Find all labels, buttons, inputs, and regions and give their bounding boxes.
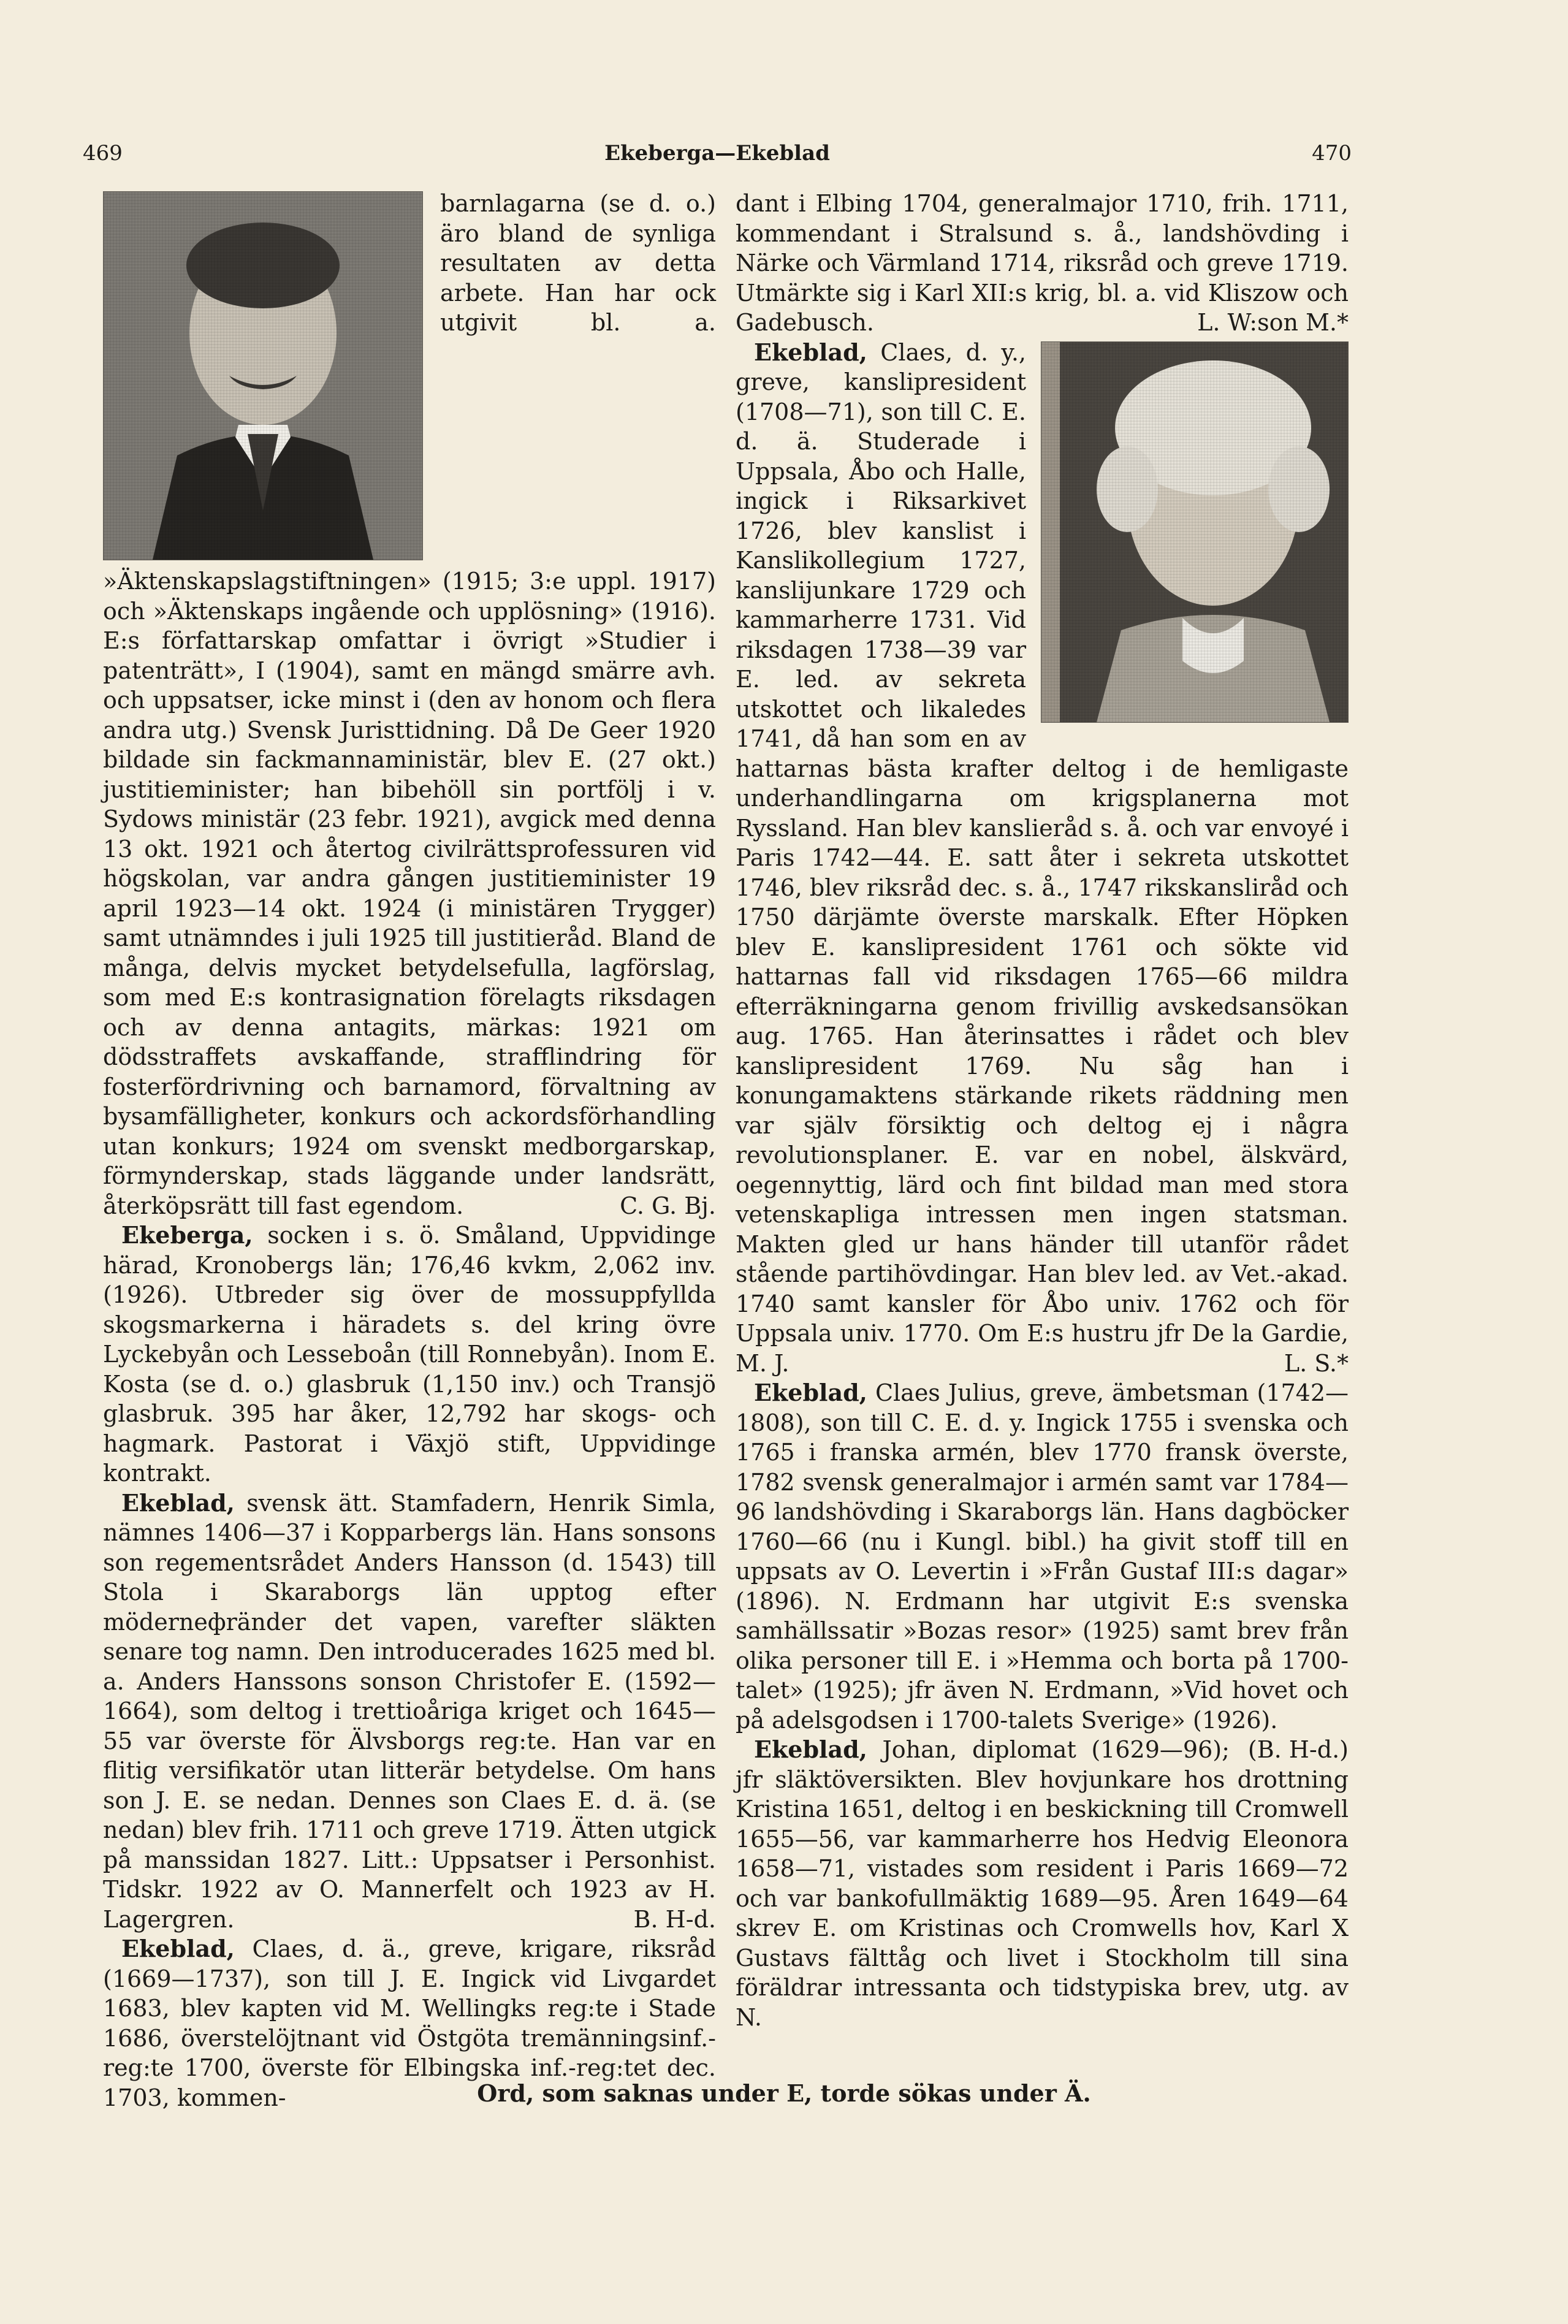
- portrait-photo-eklund: [103, 191, 423, 560]
- headword: Ekeblad,: [754, 1379, 867, 1406]
- signature: L. W:son M.*: [1197, 309, 1349, 336]
- entry-ekeblad-claes-julius: Ekeblad, Claes Julius, greve, ämbetsman (1742—1808), son till C. E. d. y. Ingick 1755 i svenska och 1765 i franska armén, blev 1770 fransk överste, 1782 svensk generalmajor i armén samt var 1784—96 landshövding i Skaraborgs län. Hans dagböcker 1760—66 (nu i Kungl. bibl.) ha givit stoff till en uppsats av O. Levertin i »Från Gustaf III:s dagar» (1896). N. Erdmann har utgivit E:s svenska samhällssatir »Bozas resor» (1925) samt brev från olika personer till E. i »Hemma och borta på 1700-talet» (1925); jfr även N. Erdmann, »Vid hovet och på adelsgodsen i 1700-talets Sverige» (1926). (B. H-d.): [736, 1378, 1349, 1735]
- entry-ekeblad-family: Ekeblad, svensk ätt. Stamfadern, Henrik Simla, nämnes 1406—37 i Kopparbergs län. Hans sonsons son regementsrådet Anders Hansson (d. 1543) till Stola i Skaraborgs län upptog efter möderneфränder det vapen, varefter släkten senare tog namn. Den introducerades 1625 med bl. a. Anders Hanssons sonson Christofer E. (1592—1664), som deltog i trettioåriga kriget och 1645—55 var överste för Älvsborgs reg:te. Han var en flitig versifikatör utan litterär betydelse. Om hans son J. E. se nedan. Dennes son Claes E. d. ä. (se nedan) blev frih. 1711 och greve 1719. Ätten utgick på manssidan 1827. Litt.: Uppsatser i Personhist. Tidskr. 1922 av O. Mannerfelt och 1923 av H. Lagergren. B. H-d.: [103, 1488, 716, 1935]
- headword: Ekeblad,: [121, 1488, 235, 1517]
- paragraph-continuation: barnlagarna (se d. o.) äro bland de synliga resultaten av detta arbete. Han har ock utgivit bl. a. »Äktenskapslagstiftningen» (1915; 3:e uppl. 1917) och »Äktenskaps ingående och upplösning» (1916). E:s författarskap omfattar i övrigt »Studier i patenträtt», I (1904), samt en mängd smärre avh. och uppsatser, icke minst i (den av honom och flera andra utg.) Svensk Juristtidning. Då De Geer 1920 bildade sin fackmannaministär, blev E. (27 okt.) justitieminister; han bibehöll sin portfölj i v. Sydows ministär (23 febr. 1921), avgick med denna 13 okt. 1921 och återtog civilrättsprofessuren vid högskolan, var andra gången justitieminister 19 april 1923—14 okt. 1924 (i ministären Trygger) samt utnämndes i juli 1925 till justitieråd. Bland de många, delvis mycket betydelsefulla, lagförslag, som med E:s kontrasignation förelagts riksdagen och av denna antagits, märkas: 1921 om dödsstraffets avskaffande, strafflindring för fosterfördrivning och barnamord, förvaltning av bysamfälligheter, konkurs och ackordsförhandling utan konkurs; 1924 om svenskt medborgarskap, förmynderskap, stads läggande under landsrätt, återköpsrätt till fast egendom. C. G. Bj.: [103, 189, 716, 1221]
- signature: L. S.*: [1284, 1349, 1349, 1377]
- headword: Ekeblad,: [121, 1935, 235, 1962]
- page-number-right: 470: [1312, 141, 1352, 166]
- page-number-left: 469: [83, 141, 123, 166]
- left-column: [103, 189, 716, 2113]
- entry-ekeberga: Ekeberga, socken i s. ö. Småland, Uppvidinge härad, Kronobergs län; 176,46 kvkm, 2,062 inv. (1926). Utbreder sig över de mossuppfyllda skogsmarkerna i häradets s. del kring övre Lyckebyån och Lesseboån (till Ronnebyån). Inom E. Kosta (se d. o.) glasbruk (1,150 inv.) och Transjö glasbruk. 395 har åker, 12,792 har skogs- och hagmark. Pastorat i Växjö stift, Uppvidinge kontrakt.: [103, 1221, 716, 1487]
- headword: Ekeberga,: [121, 1221, 253, 1249]
- running-title: Ekeberga—Ekeblad: [604, 141, 830, 166]
- portrait-painting-ekeblad: [1041, 341, 1349, 723]
- headword: Ekeblad,: [754, 338, 867, 366]
- headword: Ekeblad,: [754, 1735, 867, 1763]
- footer-note: Ord, som saknas under E, torde sökas under Ä.: [477, 2079, 1091, 2107]
- page-header: [83, 141, 1352, 178]
- entry-ekeblad-claes-da: Ekeblad, Claes, d. ä., greve, krigare, riksråd (1669—1737), son till J. E. Ingick vid Livgardet 1683, blev kapten vid M. Wellingks reg:te i Stade 1686, överstelöjtnant vid Östgöta tremänningsinf.-reg:te 1700, överste för Elbingska inf.-reg:tet dec. 1703, kommen-: [103, 1935, 716, 2111]
- signature: (B. H-d.): [1247, 1736, 1349, 1763]
- entry-ekeblad-claes-dy: Ekeblad, Claes, d. y., greve, kanslipresident (1708—71), son till C. E. d. ä. Studerade i Uppsala, Åbo och Halle, ingick i Riksarkivet 1726, blev kanslist i Kanslikollegium 1727, kanslijunkare 1729 och kammarherre 1731. Vid riksdagen 1738—39 var E. led. av sekreta utskottet och likaledes 1741, då han som en av hattarnas bästa krafter deltog i de hemligaste underhandlingarna om krigsplanerna mot Ryssland. Han blev kanslieråd s. å. och var envoyé i Paris 1742—44. E. satt åter i sekreta utskottet 1746, blev riksråd dec. s. å., 1747 rikskansliråd och 1750 därjämte överste marskalk. Efter Höpken blev E. kanslipresident 1761 och sökte vid hattarnas fall vid riksdagen 1765—66 mildra efterräkningarna genom frivillig avskedsansökan aug. 1765. Han återinsattes i rådet och blev kanslipresident 1769. Nu såg han i konungamaktens stärkande rikets räddning men var själv försiktig och deltog ej i några revolutionsplaner. E. var en nobel, älskvärd, oegennyttig, lärd och fint bildad man med stora vetenskapliga intressen men ingen statsman. Makten gled ur hans händer till utanför rådet stående partihövdingar. Han blev led. av Vet.-akad. 1740 samt kansler för Åbo univ. 1762 och för Uppsala univ. 1770. Om E:s hustru jfr De la Gardie, M. J. L. S.*: [736, 338, 1349, 1379]
- signature: B. H-d.: [633, 1905, 716, 1933]
- signature: C. G. Bj.: [620, 1192, 716, 1219]
- paragraph-continuation: dant i Elbing 1704, generalmajor 1710, frih. 1711, kommendant i Stralsund s. å., landshövding i Närke och Värmland 1714, riksråd och greve 1719. Utmärkte sig i Karl XII:s krig, bl. a. vid Kliszow och Gadebusch. L. W:son M.*: [736, 189, 1349, 338]
- entry-ekeblad-johan: Ekeblad, Johan, diplomat (1629—96); jfr släktöversikten. Blev hovjunkare hos drottning Kristina 1651, deltog i en beskickning till Cromwell 1655—56, var kammarherre hos Hedvig Eleonora 1658—71, vistades som resident i Paris 1669—72 och var bankofullmäktig 1689—95. Åren 1649—64 skrev E. om Kristinas och Cromwells hov, Karl X Gustavs fälttåg och livet i Stockholm till sina föräldrar intressanta och tidstypiska brev, utg. av N.: [736, 1735, 1349, 2031]
- right-column: [736, 189, 1349, 2032]
